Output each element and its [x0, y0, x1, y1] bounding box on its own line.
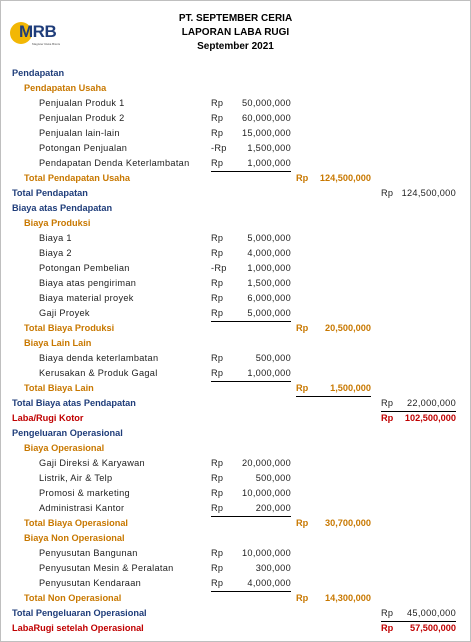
row-label: Gaji Proyek	[39, 308, 90, 318]
amount-cell	[381, 186, 456, 201]
amount-value: 10,000,000	[242, 488, 291, 498]
amount-value: 20,000,000	[242, 458, 291, 468]
currency-label: Rp	[211, 458, 224, 468]
statement-row	[0, 591, 471, 606]
currency-label: Rp	[296, 173, 309, 183]
amount-cell	[211, 351, 291, 366]
statement-row	[0, 561, 471, 576]
statement-row	[0, 366, 471, 381]
statement-row	[0, 621, 471, 636]
currency-label: Rp	[211, 368, 224, 378]
amount-value: 6,000,000	[247, 293, 291, 303]
row-label: Biaya atas Pendapatan	[12, 203, 113, 213]
amount-cell	[296, 381, 371, 397]
statement-row	[0, 576, 471, 591]
currency-label: Rp	[211, 548, 224, 558]
row-label: Total Biaya Operasional	[24, 518, 128, 528]
statement-row	[0, 531, 471, 546]
statement-row	[0, 381, 471, 396]
statement-row	[0, 156, 471, 171]
currency-label: Rp	[296, 383, 309, 393]
row-label: Laba/Rugi Kotor	[12, 413, 84, 423]
currency-label: Rp	[211, 563, 224, 573]
row-label: Administrasi Kantor	[39, 503, 125, 513]
row-label: Total Biaya atas Pendapatan	[12, 398, 136, 408]
statement-row	[0, 246, 471, 261]
logo-text: MRB	[19, 22, 57, 41]
amount-value: 50,000,000	[242, 98, 291, 108]
row-label: Total Biaya Lain	[24, 383, 94, 393]
currency-label: Rp	[296, 518, 309, 528]
company-name: PT. SEPTEMBER CERIA	[178, 13, 293, 24]
row-label: Penjualan lain-lain	[39, 128, 120, 138]
row-label: Penyusutan Mesin & Peralatan	[39, 563, 174, 573]
amount-cell	[211, 366, 291, 382]
currency-label: Rp	[211, 293, 224, 303]
amount-cell	[211, 486, 291, 501]
amount-value: 45,000,000	[407, 608, 456, 618]
amount-value: 5,000,000	[247, 308, 291, 318]
row-label: Total Pengeluaran Operasional	[12, 608, 147, 618]
amount-value: 57,500,000	[410, 623, 456, 633]
report-period: September 2021	[197, 41, 274, 52]
amount-value: 30,700,000	[325, 518, 371, 528]
amount-value: 200,000	[255, 503, 291, 513]
row-label: Gaji Direksi & Karyawan	[39, 458, 145, 468]
amount-cell	[381, 411, 456, 426]
currency-label: Rp	[381, 188, 394, 198]
amount-cell	[211, 456, 291, 471]
amount-value: 1,500,000	[330, 383, 371, 393]
currency-label: -Rp	[211, 143, 227, 153]
statement-row	[0, 111, 471, 126]
statement-row	[0, 411, 471, 426]
statement-row	[0, 126, 471, 141]
amount-value: 124,500,000	[319, 173, 371, 183]
currency-label: Rp	[211, 278, 224, 288]
row-label: LabaRugi setelah Operasional	[12, 623, 144, 633]
logo-subtext: Magister Reka Bisnis	[32, 42, 61, 46]
row-label: Total Non Operasional	[24, 593, 122, 603]
row-label: Biaya Lain Lain	[24, 338, 92, 348]
statement-row	[0, 501, 471, 516]
statement-row	[0, 171, 471, 186]
row-label: Pengeluaran Operasional	[12, 428, 123, 438]
amount-value: 500,000	[255, 353, 291, 363]
amount-value: 15,000,000	[242, 128, 291, 138]
row-label: Penjualan Produk 1	[39, 98, 125, 108]
row-label: Biaya Non Operasional	[24, 533, 125, 543]
report-title: LAPORAN LABA RUGI	[181, 27, 290, 38]
amount-value: 4,000,000	[247, 578, 291, 588]
amount-cell	[211, 261, 291, 276]
amount-cell	[211, 246, 291, 261]
currency-label: Rp	[211, 98, 224, 108]
statement-row	[0, 486, 471, 501]
amount-value: 5,000,000	[247, 233, 291, 243]
amount-cell	[211, 126, 291, 141]
row-label: Biaya denda keterlambatan	[39, 353, 159, 363]
amount-cell	[211, 471, 291, 486]
amount-value: 1,000,000	[247, 368, 291, 378]
amount-value: 1,500,000	[247, 143, 291, 153]
statement-row	[0, 516, 471, 531]
statement-row	[0, 96, 471, 111]
amount-cell	[211, 576, 291, 592]
amount-value: 124,500,000	[401, 188, 456, 198]
row-label: Biaya 2	[39, 248, 72, 258]
amount-value: 20,500,000	[325, 323, 371, 333]
row-label: Biaya atas pengiriman	[39, 278, 137, 288]
currency-label: Rp	[296, 323, 309, 333]
row-label: Kerusakan & Produk Gagal	[39, 368, 158, 378]
row-label: Promosi & marketing	[39, 488, 130, 498]
currency-label: Rp	[211, 248, 224, 258]
row-label: Penjualan Produk 2	[39, 113, 125, 123]
row-label: Potongan Pembelian	[39, 263, 130, 273]
currency-label: Rp	[211, 233, 224, 243]
row-label: Pendapatan Denda Keterlambatan	[39, 158, 190, 168]
amount-value: 10,000,000	[242, 548, 291, 558]
amount-value: 300,000	[255, 563, 291, 573]
currency-label: Rp	[211, 158, 224, 168]
currency-label: Rp	[211, 128, 224, 138]
amount-cell	[296, 171, 371, 186]
currency-label: Rp	[381, 398, 394, 408]
statement-row	[0, 336, 471, 351]
amount-cell	[211, 291, 291, 306]
currency-label: Rp	[381, 623, 394, 633]
currency-label: Rp	[381, 413, 394, 423]
statement-row	[0, 231, 471, 246]
amount-cell	[211, 276, 291, 291]
row-label: Pendapatan	[12, 68, 65, 78]
row-label: Biaya 1	[39, 233, 72, 243]
statement-row	[0, 291, 471, 306]
amount-cell	[211, 546, 291, 561]
statement-row	[0, 201, 471, 216]
amount-value: 4,000,000	[247, 248, 291, 258]
statement-row	[0, 471, 471, 486]
amount-cell	[211, 96, 291, 111]
amount-value: 102,500,000	[404, 413, 456, 423]
row-label: Total Pendapatan Usaha	[24, 173, 131, 183]
row-label: Penyusutan Bangunan	[39, 548, 138, 558]
statement-row	[0, 606, 471, 621]
row-label: Penyusutan Kendaraan	[39, 578, 142, 588]
amount-value: 1,500,000	[247, 278, 291, 288]
statement-row	[0, 141, 471, 156]
amount-cell	[381, 621, 456, 636]
currency-label: -Rp	[211, 263, 227, 273]
statement-row	[0, 426, 471, 441]
row-label: Biaya Operasional	[24, 443, 105, 453]
statement-row	[0, 81, 471, 96]
statement-row	[0, 456, 471, 471]
statement-row	[0, 276, 471, 291]
amount-cell	[211, 561, 291, 576]
amount-value: 1,000,000	[247, 263, 291, 273]
statement-row	[0, 351, 471, 366]
statement-row	[0, 441, 471, 456]
statement-row	[0, 396, 471, 411]
statement-row	[0, 306, 471, 321]
currency-label: Rp	[381, 608, 394, 618]
amount-cell	[211, 501, 291, 517]
currency-label: Rp	[211, 503, 224, 513]
currency-label: Rp	[211, 473, 224, 483]
statement-row	[0, 261, 471, 276]
amount-cell	[381, 396, 456, 412]
currency-label: Rp	[211, 308, 224, 318]
amount-cell	[296, 321, 371, 336]
amount-value: 22,000,000	[407, 398, 456, 408]
statement-row	[0, 66, 471, 81]
amount-value: 60,000,000	[242, 113, 291, 123]
statement-row	[0, 546, 471, 561]
amount-value: 1,000,000	[247, 158, 291, 168]
amount-cell	[211, 111, 291, 126]
row-label: Pendapatan Usaha	[24, 83, 107, 93]
row-label: Total Pendapatan	[12, 188, 88, 198]
amount-cell	[381, 606, 456, 622]
amount-value: 14,300,000	[325, 593, 371, 603]
currency-label: Rp	[211, 488, 224, 498]
row-label: Listrik, Air & Telp	[39, 473, 113, 483]
row-label: Potongan Penjualan	[39, 143, 128, 153]
amount-cell	[211, 306, 291, 322]
currency-label: Rp	[296, 593, 309, 603]
amount-cell	[211, 141, 291, 156]
statement-row	[0, 186, 471, 201]
amount-cell	[211, 156, 291, 172]
amount-value: 500,000	[255, 473, 291, 483]
report-header	[0, 0, 471, 62]
currency-label: Rp	[211, 353, 224, 363]
row-label: Total Biaya Produksi	[24, 323, 115, 333]
amount-cell	[296, 591, 371, 606]
amount-cell	[211, 231, 291, 246]
row-label: Biaya Produksi	[24, 218, 91, 228]
amount-cell	[296, 516, 371, 531]
statement-row	[0, 321, 471, 336]
statement-row	[0, 216, 471, 231]
currency-label: Rp	[211, 578, 224, 588]
currency-label: Rp	[211, 113, 224, 123]
row-label: Biaya material proyek	[39, 293, 134, 303]
